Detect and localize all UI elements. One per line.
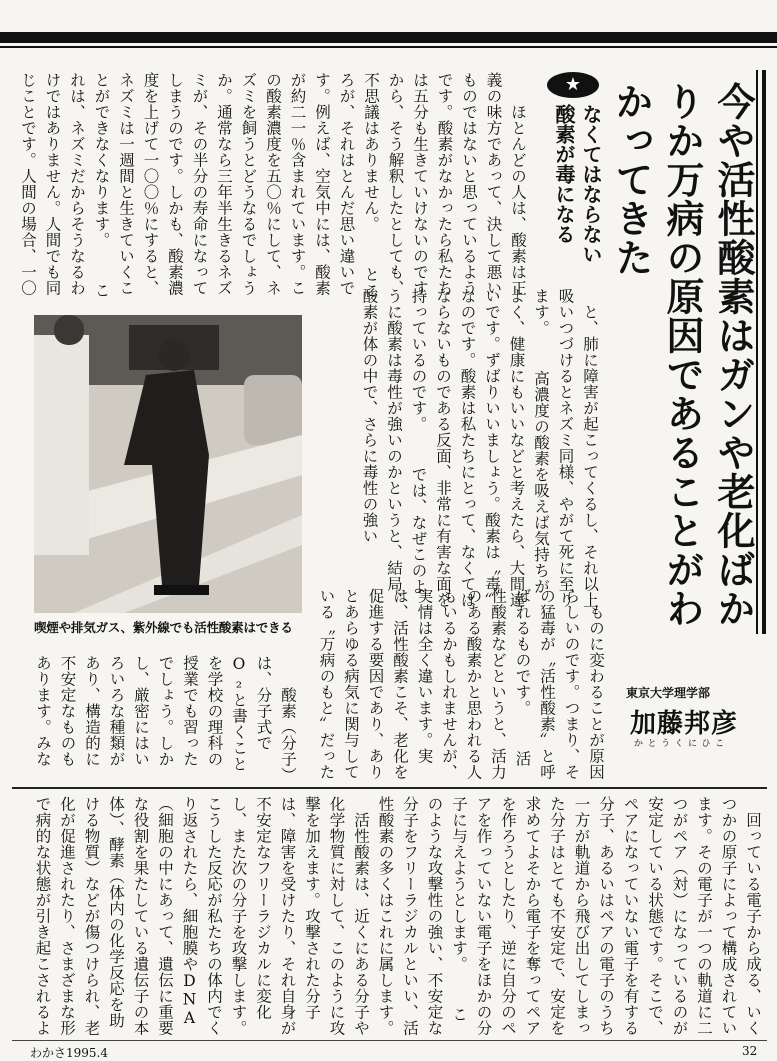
magazine-issue: わかさ1995.4 [30,1046,108,1060]
photo-caption: 喫煙や排気ガス、紫外線でも活性酸素はできる [34,620,293,635]
body-text-right-upper: と、肺に障害が起こってくるし、それ以上吸いつづけるとネズミ同様、やがて死に至ります。 高濃度の酸素を吸えば気持ちがよく、健康にもいいなどと考えたら、大間違いです。ずばりいいましょう。酸素は〝毒〟なのです。酸素は私たちにとって、なくてはならないものである反面、非常に有害な面を持っているのです。 では、なぜこのように酸素は毒性が強いのかというと、結局、酸素が体の中で、さらに毒性の強い [360,288,599,608]
footer-rule [12,1040,767,1041]
body-text-middle-left: 酸素（分子）は、分子式でO₂と書くことを学校の理科の授業でも習ったでしょう。しかし、厳密にはいろいろな種類があり、構造的に不安定なものもあります。みな [34,655,297,775]
star-badge-icon: ★ [547,72,599,98]
body-text-right-middle: ものに変わることが原因らしいのです。つまり、その猛毒が〝活性酸素〟と呼ばれるものです。 活性酸素などというと、活力のある酸素かと思われる人もいるかもしれませんが、実情は全く違います。実は、活性酸素こそ、老化を促進する要因であり、ありとあらゆる病気に関与している〝万病のもと〟だった [317,588,605,780]
body-column-right-upper [312,288,602,610]
top-rule-thin [0,46,777,48]
title-block [606,70,766,634]
body-text-left: ほとんどの人は、酸素は正義の味方であって、決して悪いものではないと思っているようです。酸素がなかったら私たちは五分も生きていけないのですから、そう解釈したとしても、不思議はありません。 ところが、それはとんだ思い違いです。例えば、空気中には、酸素が約二一％含まれています。この酸素濃度を五〇％にして、ネズミを飼うとどうなるでしょうか。通常なら三年半生きるネズミが、その半分の寿命になってしまうのです。しかも、酸素濃度を上げて一〇〇％にすると、ネズミは一週間と生きていくことができなくなります。 これは、ネズミだからそうなるわけではありません。人間でも同じことです。人間の場合、一〇 [19,72,527,299]
title-border-right [762,70,766,634]
author-name: 加藤邦彦 [630,709,739,739]
street-photo [34,315,302,613]
photo-illustration [34,315,302,613]
body-column-left [18,72,530,302]
page-number: 32 [742,1044,758,1058]
body-column-middle-left [30,655,300,782]
body-text-bottom: 回っている電子から成る、いくつかの原子によって構成されています。その電子が一つの軌道に二つがペア（対）になっているのが安定している状態です。そこで、ペアになっていない電子を有する分子、あるいはペアの電子のうち一方が軌道から飛び出してしまった分子はとても不安定で、安定を求めてよそから電子を奪ってペアを作ろうとしたり、逆に自分のペアを作っていない電子をほかの分子に与えようとします。 このような攻撃性の強い、不安定な分子をフリーラジカルといい、活性酸素の多くはこれに属します。 活性酸素は、近くにある分子や化学物質に対して、このように攻撃を加えます。攻撃された分子は、障害を受けたり、それ自身が不安定なフリーラジカルに変化し、また次の分子を攻撃します。こうした反応が私たちの体内でくり返されたら、細胞膜やDNA（細胞の中にあって、遺伝に重要な役割を果たしている遺伝子の本体）、酵素（体内の化学反応を助ける物質）などが傷つけられ、老化が促進されたり、さまざまな形で病的な状態が引き起こされるよ [33,796,762,1036]
author-affiliation: 東京大学理学部 [626,686,711,700]
top-rule-thick [0,32,777,43]
body-column-bottom [30,796,765,1036]
section-divider [12,787,767,789]
article-title: 今や活性酸素はガンや老化ばかりか万病の原因であることがわかってきた [609,82,755,628]
body-column-right-middle [312,588,608,782]
article-subtitle: なくてはならない酸素が毒になる [552,104,603,264]
author-name-ruby: かとうくにひこ [634,739,729,749]
